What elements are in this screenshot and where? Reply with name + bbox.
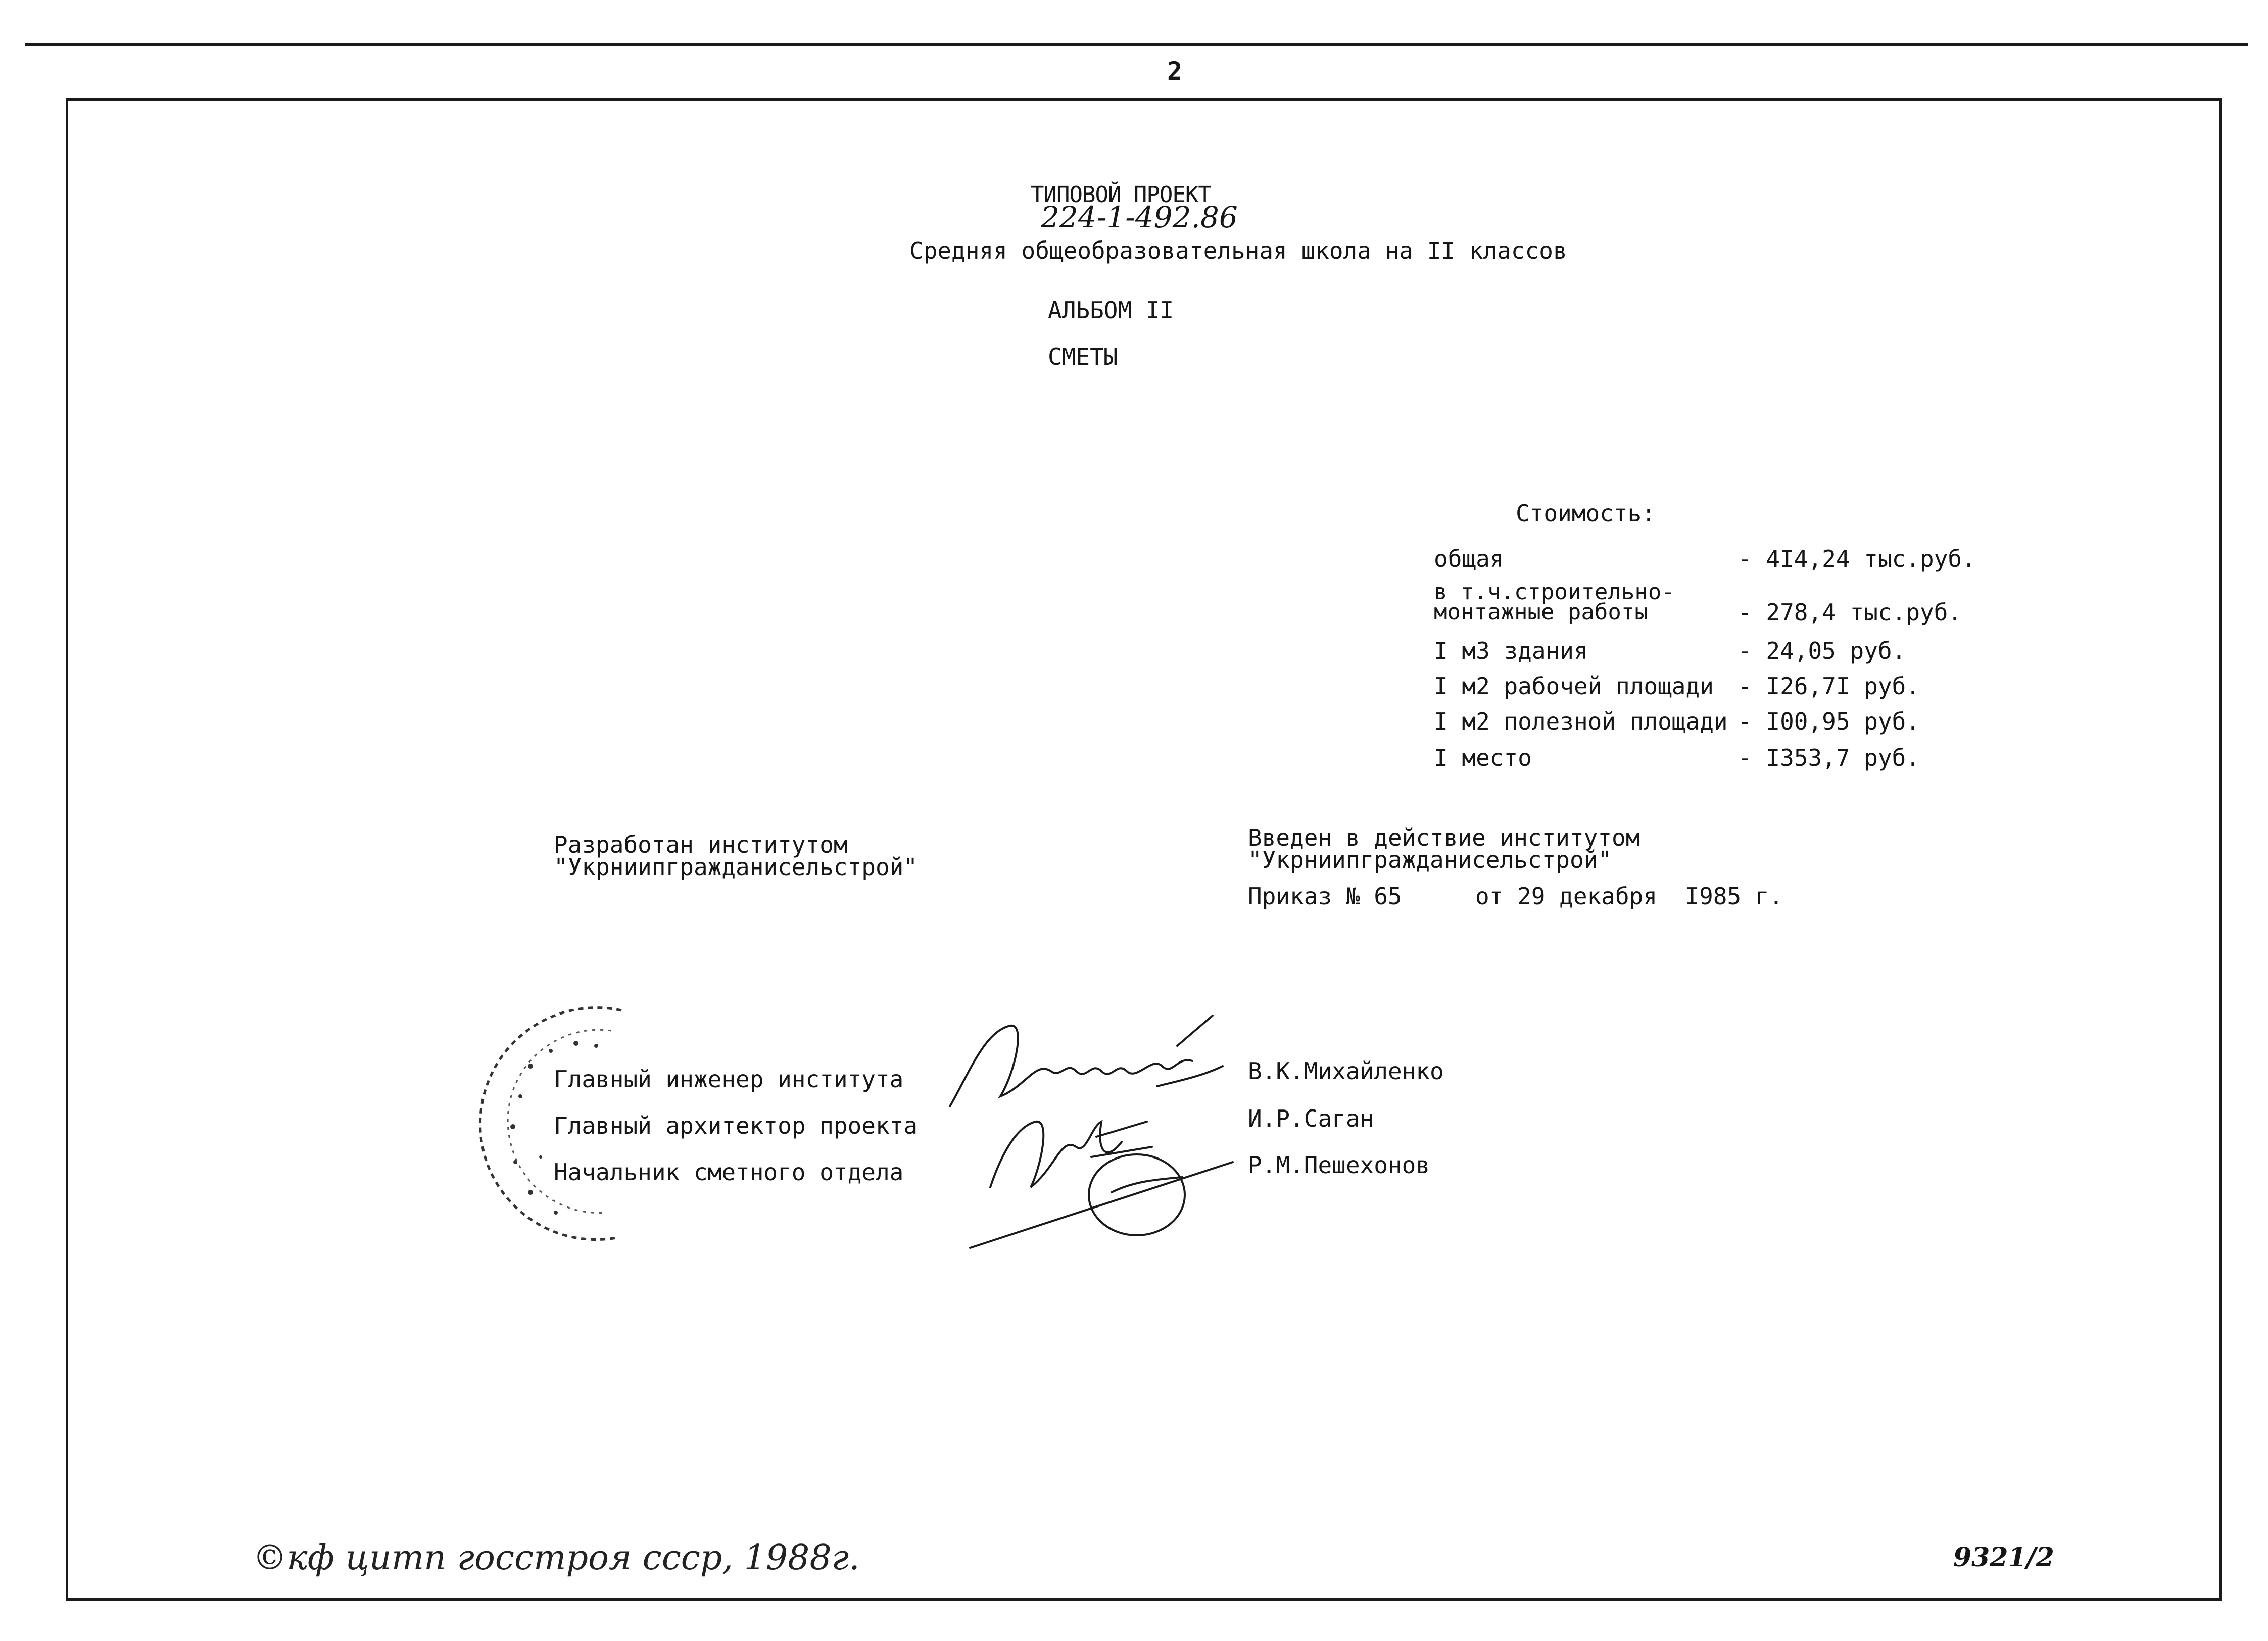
signature-role-chief-architect: Главный архитектор проекта [554,1112,918,1139]
album-label: АЛЬБОМ II [1048,297,1174,324]
copyright-note: ©кф цитп госстроя ссср, 1988г. [253,1538,860,1578]
introduced-by-line1: Введен в действие институтом [1248,824,1640,851]
signature-role-chief-engineer: Главный инженер института [554,1066,904,1093]
cost-label-per-place: I место [1434,744,1532,771]
cost-value-per-m3: - 24,05 руб. [1738,637,1906,664]
cost-label-useful-area: I м2 полезной площади [1434,708,1728,735]
introduced-by-line2: "Укрниипгражданисельстрой" [1248,846,1612,874]
developed-by-line2: "Укрниипгражданисельстрой" [554,853,918,881]
cost-value-construction: - 278,4 тыс.руб. [1738,599,1962,626]
order-number: Приказ № 65 [1248,883,1402,910]
order-date: от 29 декабря I985 г. [1475,883,1783,910]
signature-role-estimate-head: Начальник сметного отдела [554,1159,904,1186]
cost-label-working-area: I м2 рабочей площади [1434,672,1714,700]
cost-value-per-place: - I353,7 руб. [1738,744,1920,771]
project-code: 224-1-492.86 [1041,200,1238,234]
project-type: ТИПОВОЙ ПРОЕКТ [1031,182,1211,208]
sheet-code: 9321/2 [1953,1542,2054,1573]
project-name: Средняя общеобразовательная школа на II классов [909,237,1567,264]
signature-name-3: Р.М.Пешехонов [1248,1151,1430,1179]
cost-heading: Стоимость: [1516,500,1656,527]
developed-by-line1: Разработан институтом [554,831,848,858]
cost-value-useful-area: - I00,95 руб. [1738,708,1920,735]
section-label: СМЕТЫ [1048,343,1118,370]
cost-value-total: - 4I4,24 тыс.руб. [1738,545,1976,572]
cost-label-per-m3: I м3 здания [1434,637,1588,664]
page-number: 2 [1167,57,1183,86]
cost-label-total: общая [1434,545,1504,572]
cost-value-working-area: - I26,7I руб. [1738,672,1920,700]
cost-label-construction: в т.ч.строительно- монтажные работы [1434,579,1675,625]
signature-name-2: И.Р.Саган [1248,1105,1374,1132]
institute-stamp [455,990,677,1253]
signature-mark-3 [970,1132,1273,1263]
signature-name-1: В.К.Михайленко [1248,1057,1444,1085]
top-rule [25,43,2248,46]
